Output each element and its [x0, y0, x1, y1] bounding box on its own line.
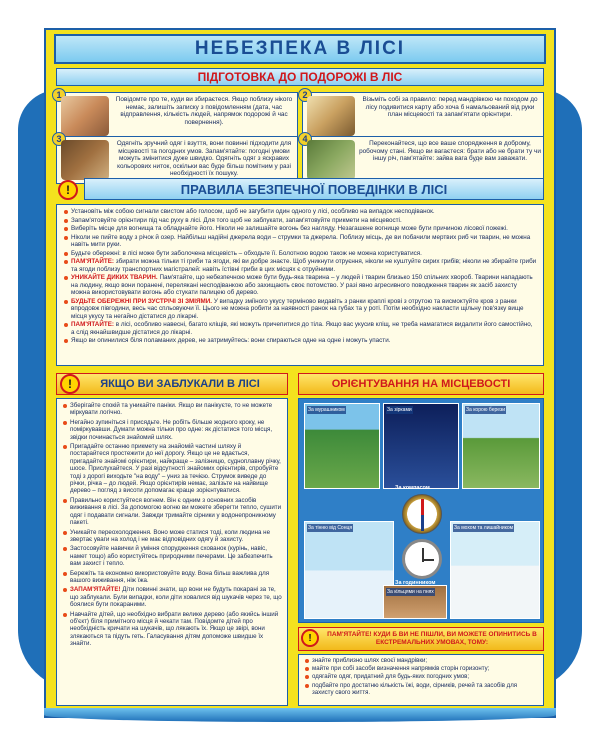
- orientation-heading: ОРІЄНТУВАННЯ НА МІСЦЕВОСТІ: [331, 378, 511, 390]
- card-text: Одягніть зручний одяг і взуття, вони повинні підходити для місцевості та погодних умов. Запам'ятайте: погодні умови можуть змінитися дуже швидко. Одягніть одяг з яскравих кольорових ниток, оскільки вас буде більш помітним у разі необхідності їх пошуку.: [116, 140, 292, 178]
- prep-card-2: [302, 92, 544, 140]
- item-text: Зберігайте спокій та уникайте паніки. Якщо ви панікуєте, то не можете міркувати логічно.: [70, 402, 273, 417]
- list-item: [63, 337, 537, 345]
- item-text: в лісі, особливо навесні, багато кліщів, які можуть причепитися до тіла. Якщо вас укусив кліщ, не треба намагатися видалити його самостійно, а слід якнайшвидше дістатися до лікарні.: [71, 321, 533, 336]
- remember-list: [298, 654, 544, 706]
- list-item: [63, 234, 537, 249]
- list-item: знайте приблизно шлях своєї мандрівки;: [304, 657, 538, 664]
- list-item: [63, 217, 537, 225]
- list-item: [63, 250, 537, 258]
- item-lead: БУДЬТЕ ОБЕРЕЖНІ ПРИ ЗУСТРІЧІ ЗІ ЗМІЯМИ.: [71, 297, 213, 305]
- warning-icon: !: [60, 374, 80, 394]
- list-item: [63, 298, 537, 321]
- list-item: [63, 321, 537, 336]
- list-item: майте при собі засоби визначення напрямків сторін горизонту;: [304, 665, 538, 672]
- item-text: У випадку зміїного укусу терміново видавіть з ранки краплі крові з отрутою та висмоктуйте кров з ранки впродовж півгодини, весь час спльовуючи її. Цього не можна робити за наявності ранок на губах та у роті. Потім необхідно накласти щільну пов'язку вище місця укусу та негайно дістатися до лікарні.: [71, 297, 524, 320]
- warning-icon: !: [58, 180, 78, 200]
- item-text: Запам'ятовуйте орієнтири під час руху в лісі. Для того щоб не заблукати, запам'ятовуйте прикмети на місцевості.: [71, 216, 402, 224]
- item-text: Пам'ятайте, що небезпечною може бути будь-яка тварина – у людей і тварин близько 150 спільних хвороб. Тварини нападають на людину, якщо вони поранені, перелякані несподіванкою або захищають своє потомство. У разі явно агресивного поводження тварин як засіб захисту можна використовувати вогонь або стукати палицею об дерево.: [71, 274, 533, 296]
- list-item: [62, 570, 282, 585]
- rules-heading: ПРАВИЛА БЕЗПЕЧНОЇ ПОВЕДІНКИ В ЛІСІ: [180, 181, 448, 197]
- list-item: [62, 545, 282, 567]
- lost-heading-bar: [56, 373, 288, 395]
- card-number: 4: [298, 132, 312, 146]
- preparation-heading: ПІДГОТОВКА ДО ПОДОРОЖІ В ЛІС: [197, 70, 403, 84]
- list-item: [63, 225, 537, 233]
- compass-label: За компасом: [395, 485, 430, 491]
- item-text: Правильно користуйтеся вогнем. Він є одним з основних засобів виживання в лісі. За допомогою вогню ви можете зберегти тепло, сушити одяг і подавати сигнали. Завжди тримайте сірники у водонепроникному пакеті.: [70, 496, 282, 527]
- item-text: Бережіть та економно використовуйте воду. Вона більш важлива для вашого виживання, ніж їжа.: [70, 569, 270, 584]
- scene-stump: [383, 585, 447, 619]
- item-text: збирати можна тільки ті гриби та ягоди, які ви добре знаєте. Щоб уникнути отруєння, ніколи не куштуйте сирих грибів; ніколи не збирайте гриби та ягоди поблизу транспортних магістралей: навіть їстівні гриби в цих місцях є отруйними.: [71, 258, 537, 273]
- prep-card-1: [56, 92, 298, 140]
- orientation-illustration: [298, 398, 544, 623]
- item-text: Уникайте переохолодження. Воно може статися тоді, коли людина не звертає уваги на холод і не має відповідних одягу й захисту.: [70, 528, 271, 543]
- list-item: [62, 443, 282, 495]
- map-photo-icon: [307, 96, 355, 136]
- scene-caption: За кільцями на пнях: [387, 589, 434, 595]
- poster-title-bar: [54, 34, 546, 64]
- scene-moss: [450, 521, 540, 619]
- item-lead: ЗАПАМ'ЯТАЙТЕ!: [70, 586, 121, 594]
- prep-card-3: [56, 136, 298, 184]
- card-number: 3: [52, 132, 66, 146]
- clock-icon: [402, 539, 442, 579]
- prep-card-4: [302, 136, 544, 184]
- remember-heading: ПАМ'ЯТАЙТЕ! КУДИ Б ВИ НЕ ПІШЛИ, ВИ МОЖЕТЕ ОПИНИТИСЬ В ЕКСТРЕМАЛЬНИХ УМОВАХ, ТОМУ:: [327, 631, 537, 646]
- card-text: Переконайтеся, що все ваше спорядження в доброму, робочому стані. Якщо ви вагаєтеся: брати або не брати ту чи іншу річ, пам'ятайте: зайва вага буде вам заважати.: [359, 140, 541, 163]
- preparation-heading-bar: [56, 68, 544, 86]
- rules-list: [56, 204, 544, 366]
- list-item: [62, 497, 282, 527]
- item-text: Негайно зупиніться і присядьте. Не робіть більше жодного кроку, не поміркувавши. Думати можна тільки про одне: як дістатися того місця, звідки починається знайомий шлях.: [70, 418, 273, 441]
- card-text: Візьміть собі за правило: перед мандрівкою чи походом до лісу подивитися карту або хоча б намальований від руки план місцевості та запам'ятати орієнтири.: [362, 96, 538, 119]
- orientation-heading-bar: [298, 373, 544, 395]
- item-text: Застосовуйте навички й уміння спорудження схованок (курінь, навіс, намет тощо) або користуйтесь природними печерами. Це забезпечить вам захист і тепло.: [70, 545, 273, 568]
- list-item: [62, 402, 282, 417]
- item-text: Діти повинні знати, що вони не будуть покарані за те, що заблукали. Були випадки, коли діти ховалися від шукачів через те, що боялися бути покараними.: [70, 586, 282, 609]
- list-item: [62, 529, 282, 544]
- list-item: [63, 208, 537, 216]
- clock-label: За годинником: [395, 580, 436, 586]
- scene-birch: [462, 403, 540, 489]
- remember-bar: [298, 627, 544, 651]
- lost-list: [56, 398, 288, 706]
- item-text: Виберіть місце для вогнища та обладнайте його. Ніколи не залишайте вогонь без нагляду. Незагашене вогнище може бути причиною лісової пожежі.: [71, 225, 508, 232]
- list-item: [63, 258, 537, 273]
- warning-icon: !: [301, 629, 319, 647]
- scene-anthill: [304, 403, 380, 489]
- list-item: одягайте одяг, придатний для будь-яких погодних умов;: [304, 673, 538, 680]
- bottom-wave: [44, 708, 556, 722]
- item-text: Установіть між собою сигнали свистом або голосом, щоб не загубити один одного у лісі, особливо на випадок несподіванок.: [71, 208, 435, 215]
- item-text: Будьте обережні: в лісі може бути заболочена місцевість – обходьте її. Болотною водою також не можна користуватися.: [71, 249, 422, 257]
- scene-shadow: [304, 521, 394, 619]
- boots-photo-icon: [61, 140, 109, 180]
- scene-caption: За мурашником: [308, 407, 345, 413]
- compass-icon: [402, 494, 442, 534]
- card-text: Повідомте про те, куди ви збираєтеся. Якщо поблизу нікого немає, залишіть записку з повідомленням (дата, час відправлення, кількість людей, напрямок подорожі й час повернення).: [115, 96, 293, 126]
- item-lead: ПАМ'ЯТАЙТЕ:: [71, 321, 115, 328]
- lost-heading: ЯКЩО ВИ ЗАБЛУКАЛИ В ЛІСІ: [100, 378, 260, 390]
- page-title: НЕБЕЗПЕКА В ЛІСІ: [194, 38, 406, 59]
- list-item: [62, 419, 282, 441]
- item-text: Пригадайте останню прикмету на знайомій частині шляху й постарайтеся простежити до неї дорогу. Якщо це не вдається, пригадайте знайомі орієнтири, найкраще – залізницю, судноплавну річку, шосе. Прислухайтеся. У разі відсутності знайомих орієнтирів, спробуйте тоді з дорогі виходьте "на воду" – униз за течією. Струмок виведе до річки, річка – до людей. Якщо орієнтирів немає, залізьте на найвище дерево – погляд з висоти допомагає краще зорієнтуватися.: [70, 443, 281, 495]
- list-item: [62, 586, 282, 608]
- item-text: Ніколи не пийте воду з річок й озер. Найбільш надійні джерела води – струмки та джерела. Поблизу місць, де ви побачили мертвих риб чи тварин, не можна навіть мити руки.: [71, 233, 531, 248]
- item-text: Якщо ви опинилися біля поламаних дерев, не затримуйтесь: вони спираються одне на одне і можуть упасти.: [71, 337, 391, 344]
- item-lead: УНИКАЙТЕ ДИКИХ ТВАРИН.: [71, 274, 158, 281]
- list-item: [63, 274, 537, 297]
- item-lead: ПАМ'ЯТАЙТЕ:: [71, 258, 115, 265]
- scene-caption: За зірками: [387, 407, 412, 413]
- scene-caption: За корою берези: [466, 407, 506, 413]
- scene-caption: За тінню від Сонця: [308, 525, 353, 531]
- list-item: [62, 611, 282, 648]
- item-text: Навчайте дітей, що необхідно вибрати велике дерево (або якийсь інший об'єкт) біля примітного місця й чекати там. Повідомте дітей про необхідність кричати на шукачів, що лякають їх. Якщо це звірі, вони злякаються та підуть геть. Галасування дітям допоможе швидше їх знайти.: [70, 610, 279, 648]
- scene-caption: За мохом та лишайником: [454, 525, 514, 531]
- list-item: подбайте про достатню кількість їжі, води, сірників, речей та засобів для захисту свого життя.: [304, 682, 538, 696]
- card-number: 2: [298, 88, 312, 102]
- camping-gear-photo-icon: [307, 140, 355, 180]
- rules-heading-bar: [84, 178, 544, 200]
- scene-stars: [383, 403, 459, 489]
- card-number: 1: [52, 88, 66, 102]
- people-photo-icon: [61, 96, 109, 136]
